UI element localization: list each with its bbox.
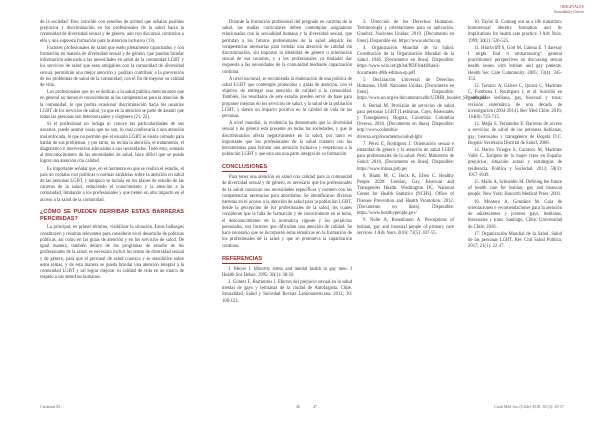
reference-item: 4. Organización Mundial de la Salud. Constitución de la Organización Mundial de la Salud. 1946. [Documento en línea]. Disponible: https://www.who.int/gb/bd/PDF/bd48/basic-documents-48th-edition-sp.pdf	[357, 45, 454, 76]
reference-item: 7. Pérez E, Rodríguez J. Orientación sexual e identidad de género y la atención de salud LGBT para profesionales de la salud. Perú: Ministerio de Salud; 2016. [Documento en línea]. Disponible: https://www.minsa.gob.pe/	[357, 141, 454, 172]
reference-item: 9. Nolle A, Rosenbaum A. Perceptions of lesbian, gay and bisexual people of primary care services. J Adv Nurs. 2016; 72(5): 447-55.	[357, 218, 454, 236]
column-2	[222, 20, 352, 306]
reference-item: 3. Dirección de los Derechos Humanos. Terminología y orientaciones para su aplicación. Ginebra: Naciones Unidas; 2019. [Documento en línea]. Disponible en: https://www.ohchr.org	[357, 20, 454, 44]
paragraph: La principal, en primer término, visibilizar la situación. Estos hallazgos constituyen y resultan relevantes para considerar en el desarrollo de políticas públicas, así como en las guías de atención y en los servicios de salud. De igual manera, también dentro de los programas de estudio de los profesionales de la salud, es necesario incluir los temas de diversidad sexual y de género, para que el personal de salud conozca y se sensibilice sobre estos temas, y de esta manera se pueda brindar una atención integral a la comunidad LGBT y así lograr mejorar su calidad de vida en un marco de respeto a sus derechos humanos.	[40, 225, 184, 281]
column-4	[468, 20, 562, 251]
reference-item: 16. Montero A, González M. Guía de orientaciones e recomendaciones para la atención de adolescentes y jóvenes gays, lesbianas, bisexuales y trans. Santiago, Chile: Universidad de Chile; 2016.	[468, 199, 562, 230]
reference-item: 17. Organización Mundial de la Salud. Salud de las personas LGBT. Rev Chil Salud Pública. 2017; 21(1): 22-37.	[468, 231, 562, 250]
reference-item: 15. Mallo A, Schneider M. Defining the future of health care for lesbian, gay and bisexual people. New York: Haworth Medical Press; 2001.	[468, 180, 562, 198]
footer-citation: Cuad Méd Soc (Chile) 2018, 58 (2): 45-57	[494, 404, 564, 409]
paragraph: Los profesionales que no se dedican a la salud pública mencionaron que en general no tienen el conocimiento ni las competencias para la atención de la comunidad, lo que podría ocasionar discriminación hacia los usuarios LGBT de los servicios de salud, ya que en la atención se parte de asumir que todas las personas son heterosexuales y cisgénero (21, 22).	[40, 90, 184, 121]
section-heading-references: REFERENCIAS	[222, 255, 263, 262]
reference-item: 8. Blank M, C, Buck K, Ellen C. Healthy People 2020: Lesbian, Gay, Bisexual and Transgender Health. Washington DC. National Center for Health Statistics (NCHS), Office of Disease Prevention and Health Promotion. 2012. [Documento en línea]. Disponible: https://www.healthypeople.gov/	[357, 173, 454, 217]
reference-item: 1. Meyer I. Minority stress and mental health in gay men. J Health Soc Behav. 1995; 36(1): 38-56.	[222, 266, 352, 278]
paragraph: Factores profesionales de salud que estén plenamente capacitados y con formación en materia de diversidad sexual y de género, que puedan brindar información adecuada a las necesidades en salud de la comunidad LGBT y los servicios de salud que sean amigables con la comunidad de diversidad sexual, permitirán una mejor atención y podrían contribuir a la prevención de los problemas de salud de la comunidad, con el fin de mejorar su calidad de vida.	[40, 45, 184, 89]
reference-item: 13. Mejía S, Fernández E. Barreras de acceso a servicios de salud de las personas lesbianas, gay, bisexuales y transgénero de Bogotá D.C. Bogotá: Secretaría Distrital de Salud; 2008.	[468, 122, 562, 146]
reference-item: 14. Barrio Vinagre S, Carrasco M, Martínez Valle C. Estigma de la mujer trans en España: prejuicios, situación actual y estrategias de resiliencia. Política y Sociedad. 2013; 50(3): 1017-1049.	[468, 148, 562, 178]
reference-item: 2. Gómez F, Barrientos J. Efectos del prejuicio sexual en la salud mental de gays y lesbianas de la ciudad de Antofagasta, Chile. Sexualidad, Salud y Sociedad Revista Latinoamericana. 2012; 10: 100-123.	[222, 279, 352, 304]
reference-item: 10. Taylor B. Coming out as a life transition: homosexual identity formation and its implications for health care practice. J Adv Nurs. 1999; 30(2): 520-525.	[468, 20, 562, 44]
section-heading-conclusions: CONCLUSIONES	[222, 164, 268, 171]
column-3	[357, 20, 486, 238]
page-number-left: 46	[296, 404, 301, 409]
paragraph: Durante la formación profesional del pregrado en carreras de la salud, las mallas curriculares deben contemplar asignaturas relacionadas con la sexualidad humana y la diversidad sexual, que permitan a los futuros profesionales de la salud adquirir las competencias necesarias para brindar una atención de calidad sin discriminación, sin importar la identidad de género u orientación sexual de sus usuarios, y a los profesionales ya titulados dar respuesta a las necesidades de la comunidad mediante capacitación continua.	[222, 20, 352, 75]
section-heading-barriers: ¿CÓMO SE PUEDEN DERRIBAR ESTAS BARRERAS PERCIBIDAS?	[40, 208, 184, 222]
paragraph: A nivel nacional, se recomienda la elaboración de una política de salud LGBT que contemple protocolos y guías de atención, con el objetivo de entregar una atención de calidad a la comunidad. También, los resultados de este estudio pueden servir de base para proponer mejoras en los servicios de salud, y la salud de la población LGBT, y tienen un impacto positivo en la calidad de vida de las personas.	[222, 76, 352, 120]
paragraph: A nivel mundial, la evidencia ha demostrado que la diversidad sexual y de género está presente en todas las sociedades, y que la discriminación afecta negativamente en la salud, por tanto es importante que los profesionales de la salud cuenten con las herramientas para brindar una atención inclusiva y respetuosa a la población LGBT y que esta sea una parte integral de su formación.	[222, 121, 352, 158]
paragraph: Es importante señalar que, en el momento en que se realizó el estudio, el país no contaba con políticas o normas sanitarias sobre la atención en salud de las personas LGBT, y tampoco se incluía en los planes de estudio de las carreras de la salud, reduciendo el conocimiento y la atención a la comunidad, limitando a los profesionales y que tienen un alto impacto en el acceso a la salud de la comunidad.	[40, 166, 184, 203]
column-1	[40, 20, 184, 282]
running-header	[520, 5, 584, 14]
page-number-right: 47	[313, 404, 318, 409]
reference-item: 11. Hinchcliff S, Gott M, Galena E. 'I daresay I might find it embarrassing': general practitioners' perspectives on discussing sexual health issues with lesbian and gay patients. Health Soc Care Community. 2005; 13(4): 345-353.	[468, 45, 562, 82]
reference-item: 12. Tomicic A, Gálvez C, Quiroz C, Martínez C, Fontbona J, Rodríguez J, et al. Suicidio en poblaciones lesbiana, gay, bisexual y trans: revisión sistemática de una década de investigación (2004-2014). Rev Med Chile. 2016; 144(6): 723-733.	[468, 84, 562, 121]
header-topic: Sexualidad y Género	[553, 9, 584, 14]
reference-item: 5. Declaración Universal de Derechos Humanos. 1948. Naciones Unidas. [Documento en línea]. Disponible: https://www.un.org/es/documents/udhr/UDHR_booklet_SP_web.pdf	[357, 77, 486, 102]
reference-item: 6. Bernal M. Provisión de servicios de salud para personas LGBT (Lesbianas, Gays, Bisexuales y Transgénero). Bogotá, Colombia: Colombia Diversa, 2010. [Documento en línea]. Disponible: http://www.colombia-diversa.org/documentos/salud-lgbt	[357, 103, 454, 140]
paragraph: de la sociedad. Esto coincide con estudios de actitud que señalan posibles prejuicios y discriminación en los profesionales de la salud hacia la comunidad de diversidad sexual y de género, aún con discursos contrarios a ello y una supuesta formación para la atención inclusiva (13).	[40, 20, 184, 44]
footer-author: Cárdenas M.	[40, 404, 61, 409]
paragraph: Para tener una atención en salud con calidad para la comunidad de diversidad sexual y de género, es necesario que los profesionales de la salud conozcan sus necesidades específicas y cuenten con las competencias necesarias para abordarlas. Se identificaron diversas barreras en el acceso a la atención de salud para la población LGBT, desde la percepción de los profesionales de la salud, los cuales consideran que la falta de formación y de conocimiento en el tema, el desconocimiento de la normativa vigente y los prejuicios personales, son factores que dificultan una atención de calidad. Se hace necesario que se incorporen estas temáticas en la formación de los profesionales de la salud y que se promueva la capacitación continua.	[222, 175, 352, 249]
paragraph: Si el profesional no indaga ni conoce las particularidades de sus usuarios, puede asumir cosas que no son, lo cual conllevaría a una atención mal enfocada, lo que no permite que el usuario LGBT se sienta cómodo para hablar de sus problemas, y por tanto, no reciba la atención, el tratamiento, el diagnóstico e intervención adecuados a sus necesidades. Todo esto, sumado al desconocimiento de las necesidades de salud, hace difícil que se pueda lograr una atención con calidad.	[40, 122, 184, 165]
header-section: ORIGINALES	[560, 5, 584, 9]
